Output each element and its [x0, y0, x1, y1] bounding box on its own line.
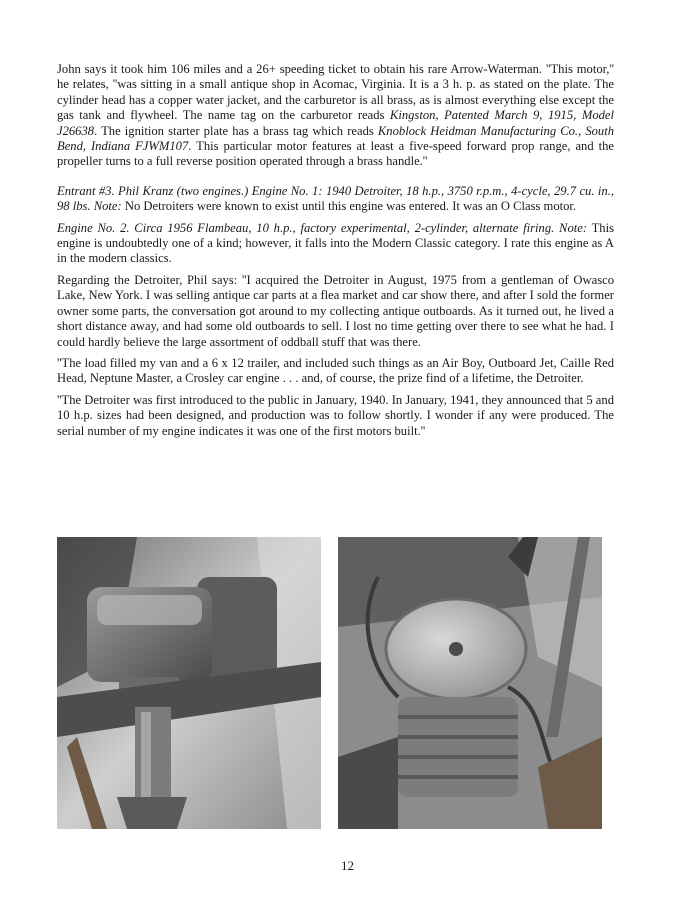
page-number: 12 [341, 858, 354, 873]
paragraph-arrow-waterman: John says it took him 106 miles and a 26+ speeding ticket to obtain his rare Arrow-Waterman. ''This motor,'' he relates, ''was sitting in a small antique shop in Acomac, Virginia. It is a 3 h. p. as stated on the plate. The cylinder head has a copper water jacket, and the carburetor is all brass, as is almost everything else except the gas tank and flywheel. The name tag on the carburetor reads Kingston, Patented March 9, 1915, Model J26638. The ignition starter plate has a brass tag which reads Knoblock Heidman Manufacturing Co., South Bend, Indiana FJWM107. This particular motor features at least a five-speed forward prop range, and the propeller turns to a full reverse position operated through a brass handle.'' [57, 62, 615, 169]
flambeau-engine-photo [338, 537, 602, 829]
detroiter-engine-photo [57, 537, 321, 829]
paragraph-engine-2: Engine No. 2. Circa 1956 Flambeau, 10 h.p., factory experimental, 2-cylinder, alternate firing. Note: This engine is undoubtedly one of a kind; however, it falls into the Modern Classic category. I rate this engine as A in the modern classics. [57, 220, 614, 266]
paragraph-introduced: ''The Detroiter was first introduced to the public in January, 1940. In January, 1941, they announced that 5 and 10 h.p. sizes had been designed, and production was to follow shortly. I wonder if any were produced. The serial number of my engine indicates it was one of the first motors built.'' [57, 392, 614, 438]
paragraph-load: ''The load filled my van and a 6 x 12 trailer, and included such things as an Air Boy, Outboard Jet, Caille Red Head, Neptune Master, a Crosley car engine . . . and, of course, the prize find of a lifetime, the Detroiter. [57, 355, 614, 386]
paragraph-regarding-detroiter: Regarding the Detroiter, Phil says: ''I acquired the Detroiter in August, 1975 from a gentleman of Owasco Lake, New York. I was selling antique car parts at a flea market and car show there, and after I sold the former owner some parts, the conversation got around to my collecting antique outboards. As it turned out, he lived a short distance away, and had some old outboards to sell. I lost no time getting over there to see what he had. I could hardly believe the large assortment of oddball stuff that was there. [57, 272, 614, 349]
paragraph-entrant-3: Entrant #3. Phil Kranz (two engines.) Engine No. 1: 1940 Detroiter, 18 h.p., 3750 r.p.m., 4-cycle, 29.7 cu. in., 98 lbs. Note: No Detroiters were known to exist until this engine was entered. It was an O Class motor. [57, 183, 614, 214]
article-body [57, 62, 614, 445]
